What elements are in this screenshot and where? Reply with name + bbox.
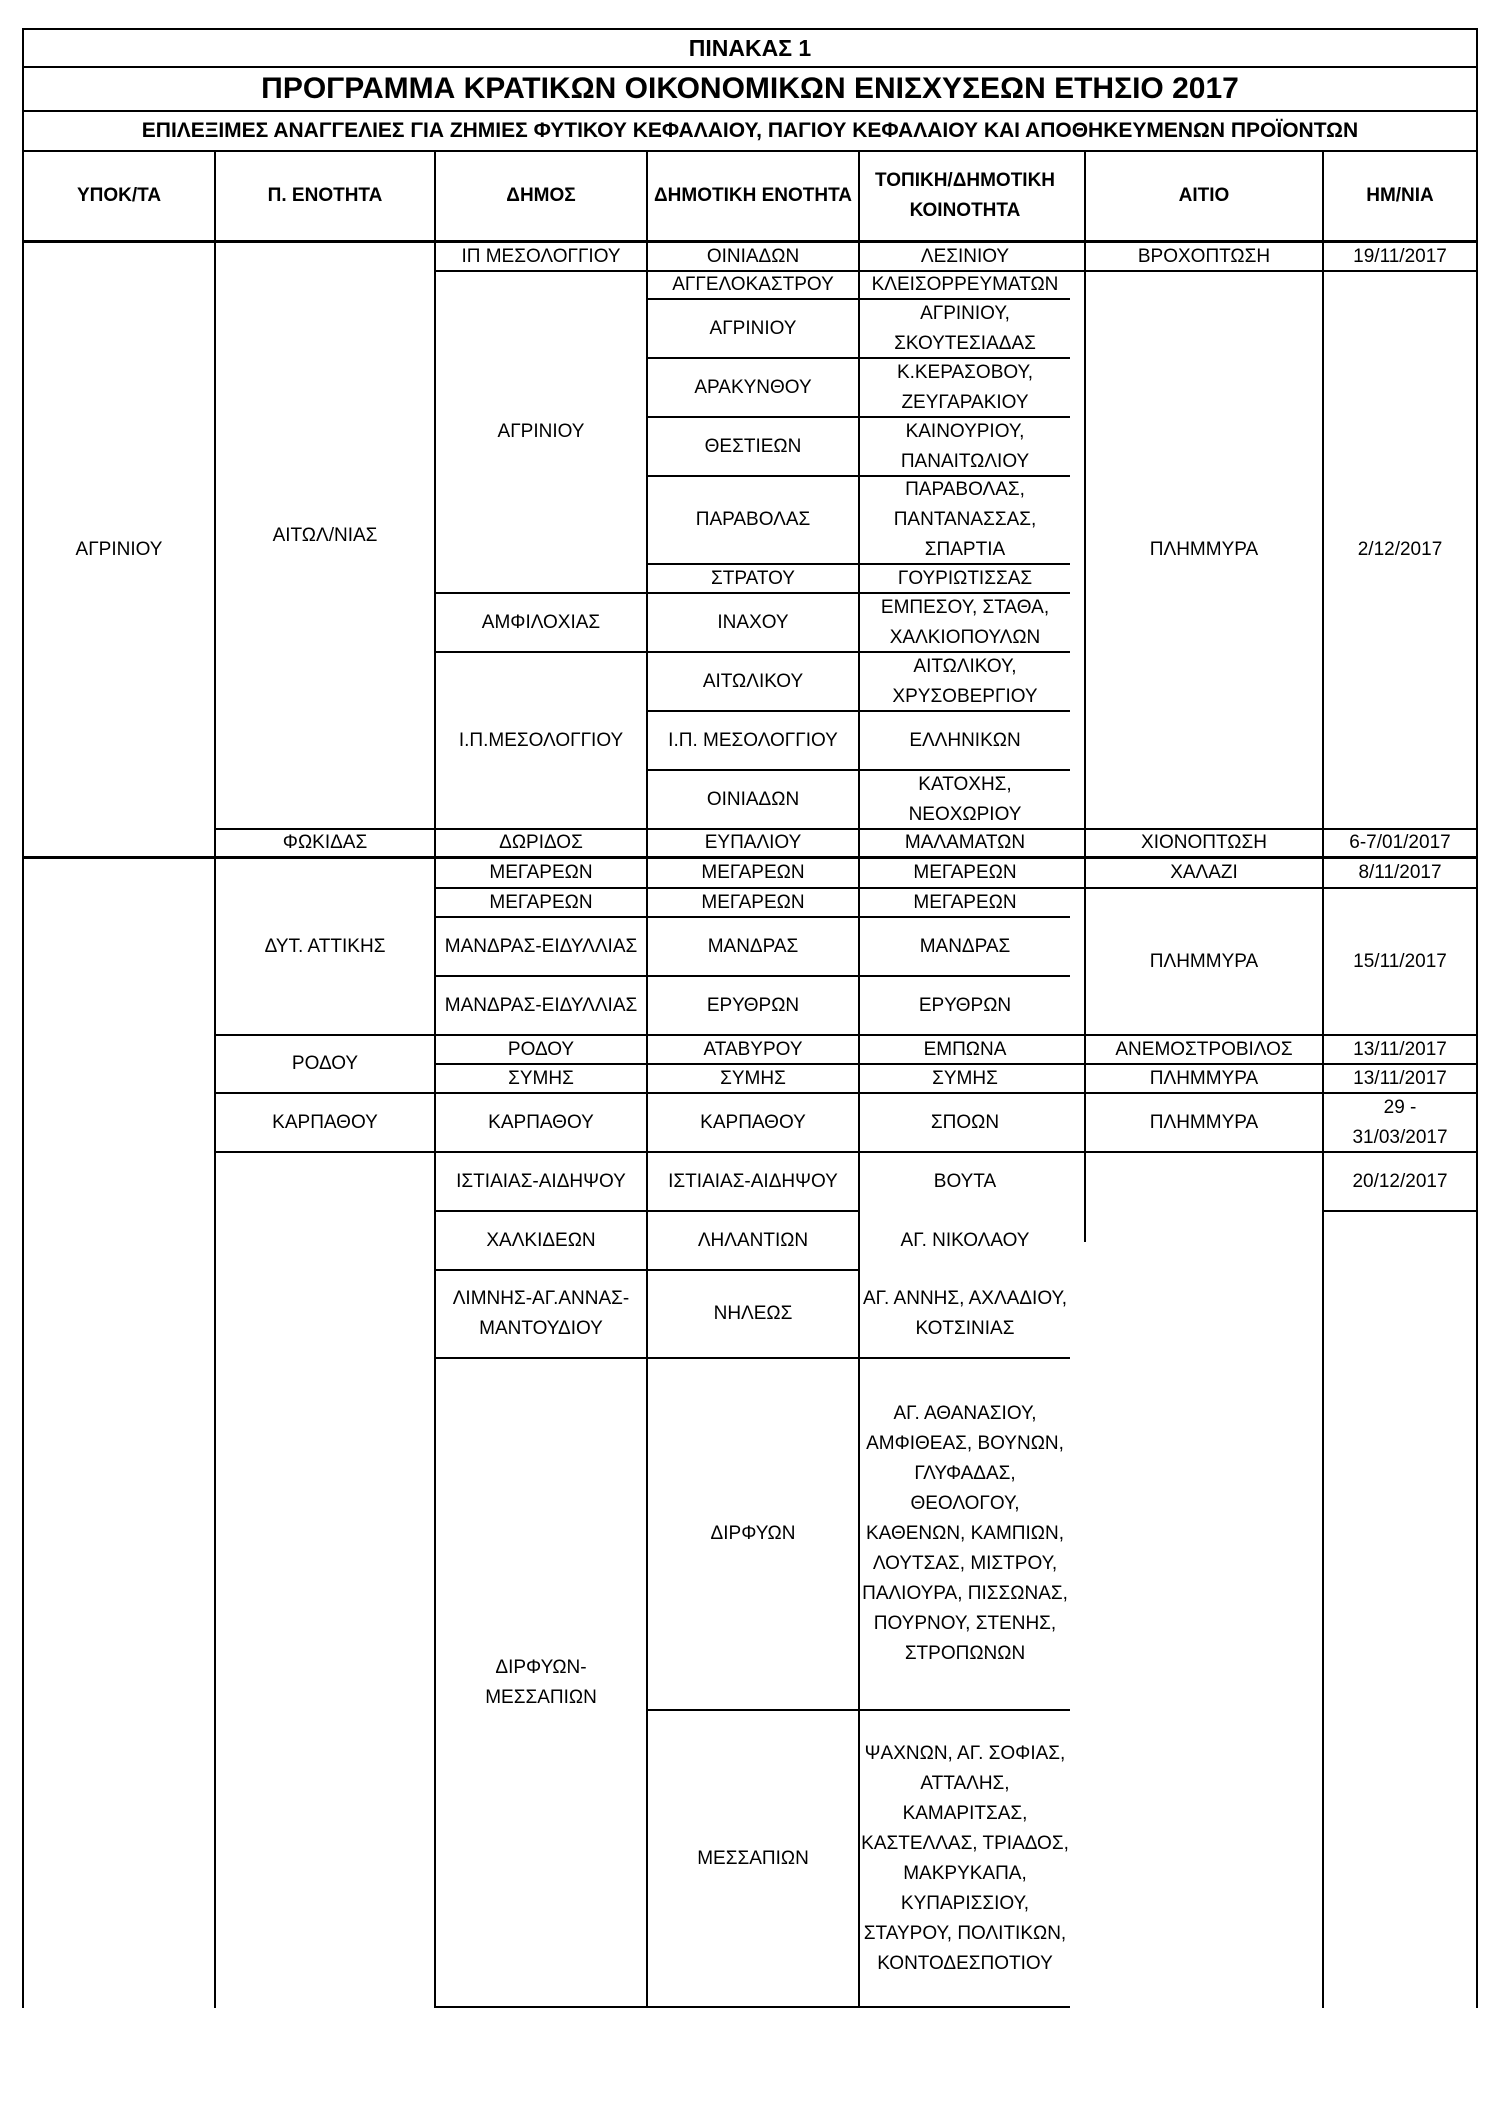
regional-unit-cell: ΑΙΤΩΛ/ΝΙΑΣ <box>272 524 378 546</box>
municipal-unit-cell: ΠΑΡΑΒΟΛΑΣ <box>695 509 811 530</box>
regional-unit-cell: ΚΑΡΠΑΘΟΥ <box>272 1111 378 1133</box>
municipal-unit-cell: ΑΓΓΕΛΟΚΑΣΤΡΟΥ <box>672 274 834 295</box>
municipal-unit-cell: ΑΤΑΒΥΡΟΥ <box>703 1038 803 1060</box>
municipal-unit-cell: ΑΡΑΚΥΝΘΟΥ <box>694 376 812 398</box>
date-cell: 15/11/2017 <box>1353 950 1447 972</box>
municipal-unit-cell: ΙΝΑΧΟΥ <box>717 611 789 633</box>
municipality-cell: ΣΥΜΗΣ <box>508 1067 574 1089</box>
community-cell: ΚΑΙΝΟΥΡΙΟΥ, ΠΑΝΑΙΤΩΛΙΟΥ <box>900 420 1030 472</box>
date-cell: 29 - 31/03/2017 <box>1352 1096 1448 1148</box>
municipal-unit-cell: ΚΑΡΠΑΘΟΥ <box>700 1111 806 1133</box>
date-cell: 13/11/2017 <box>1353 1038 1447 1060</box>
community-cell: ΜΕΓΑΡΕΩΝ <box>913 891 1017 913</box>
municipality-cell: ΧΑΛΚΙΔΕΩΝ <box>486 1229 596 1251</box>
community-cell: ΜΕΓΑΡΕΩΝ <box>913 862 1017 883</box>
municipal-unit-cell: ΛΗΛΑΝΤΙΩΝ <box>697 1229 809 1251</box>
community-cell: ΚΛΕΙΣΟΡΡΕΥΜΑΤΩΝ <box>871 274 1059 295</box>
community-cell: ΕΛΛΗΝΙΚΩΝ <box>909 729 1021 751</box>
municipality-cell: ΙΣΤΙΑΙΑΣ-ΑΙΔΗΨΟΥ <box>456 1170 626 1192</box>
community-cell: ΓΟΥΡΙΩΤΙΣΣΑΣ <box>897 567 1033 589</box>
municipality-cell: ΜΑΝΔΡΑΣ-ΕΙΔΥΛΛΙΑΣ <box>444 994 638 1016</box>
rule <box>434 2006 1070 2008</box>
municipal-unit-cell: ΙΣΤΙΑΙΑΣ-ΑΙΔΗΨΟΥ <box>668 1170 838 1192</box>
municipal-unit-cell: ΜΕΓΑΡΕΩΝ <box>701 891 805 913</box>
col-header-date: ΗΜ/ΝΙΑ <box>1366 185 1434 206</box>
col-header-branch: ΥΠΟΚ/ΤΑ <box>76 185 162 206</box>
date-cell: 20/12/2017 <box>1352 1170 1448 1192</box>
regional-unit-cell: ΡΟΔΟΥ <box>291 1053 359 1074</box>
community-cell: ΒΟΥΤΑ <box>933 1170 997 1192</box>
community-cell: ΨΑΧΝΩΝ, ΑΓ. ΣΟΦΙΑΣ, ΑΤΤΑΛΗΣ, ΚΑΜΑΡΙΤΣΑΣ, ΚΑΣΤΕΛΛΑΣ, ΤΡΙΑΔΟΣ, ΜΑΚΡΥΚΑΠΑ, ΚΥΠΑΡΙΣΣΙΟΥ, ΣΤΑΥΡΟΥ, ΠΟΛΙΤΙΚΩΝ, ΚΟΝΤΟΔΕΣΠΟΤΙΟΥ <box>861 1742 1069 1974</box>
document-title: ΠΡΟΓΡΑΜΜΑ ΚΡΑΤΙΚΩΝ ΟΙΚΟΝΟΜΙΚΩΝ ΕΝΙΣΧΥΣΕΩΝ ΕΤΗΣΙΟ 2017 <box>261 72 1239 105</box>
community-cell: Κ.ΚΕΡΑΣΟΒΟΥ, ΖΕΥΓΑΡΑΚΙΟΥ <box>896 361 1034 413</box>
municipality-cell: ΔΙΡΦΥΩΝ- ΜΕΣΣΑΠΙΩΝ <box>485 1656 597 1708</box>
community-cell: ΕΡΥΘΡΩΝ <box>918 994 1012 1016</box>
table-number: ΠΙΝΑΚΑΣ 1 <box>688 35 812 61</box>
municipal-unit-cell: ΜΑΝΔΡΑΣ <box>707 935 799 957</box>
date-cell: 6-7/01/2017 <box>1349 832 1451 853</box>
cause-cell: ΒΡΟΧΟΠΤΩΣΗ <box>1137 245 1271 267</box>
community-cell: ΜΑΝΔΡΑΣ <box>919 935 1011 957</box>
community-cell: ΠΑΡΑΒΟΛΑΣ, ΠΑΝΤΑΝΑΣΣΑΣ, ΣΠΑΡΤΙΑ <box>893 479 1037 560</box>
municipality-cell: Ι.Π.ΜΕΣΟΛΟΓΓΙΟΥ <box>458 729 624 751</box>
regional-unit-cell: ΔΥΤ. ΑΤΤΙΚΗΣ <box>264 935 386 957</box>
municipality-cell: ΜΕΓΑΡΕΩΝ <box>489 862 593 883</box>
date-cell: 19/11/2017 <box>1353 245 1447 267</box>
municipality-cell: ΜΑΝΔΡΑΣ-ΕΙΔΥΛΛΙΑΣ <box>444 935 638 957</box>
municipal-unit-cell: ΜΕΓΑΡΕΩΝ <box>701 862 805 883</box>
municipality-cell: ΑΜΦΙΛΟΧΙΑΣ <box>481 611 601 633</box>
cause-cell: ΧΑΛΑΖΙ <box>1170 862 1238 883</box>
community-cell: ΑΓ. ΝΙΚΟΛΑΟΥ <box>900 1229 1030 1251</box>
municipality-cell: ΙΠ ΜΕΣΟΛΟΓΓΙΟΥ <box>461 245 621 267</box>
municipal-unit-cell: ΑΙΤΩΛΙΚΟΥ <box>702 670 804 692</box>
municipality-cell: ΚΑΡΠΑΘΟΥ <box>488 1111 594 1133</box>
municipality-cell: ΑΓΡΙΝΙΟΥ <box>497 421 585 442</box>
municipal-unit-cell: ΣΤΡΑΤΟΥ <box>711 567 795 589</box>
document-subtitle: ΕΠΙΛΕΞΙΜΕΣ ΑΝΑΓΓΕΛΙΕΣ ΓΙΑ ΖΗΜΙΕΣ ΦΥΤΙΚΟΥ ΚΕΦΑΛΑΙΟΥ, ΠΑΓΙΟΥ ΚΕΦΑΛΑΙΟΥ ΚΑΙ ΑΠΟΘΗΚΕΥΜΕΝΩΝ ΠΡΟΪΟΝΤΩΝ <box>141 119 1359 142</box>
municipality-cell: ΡΟΔΟΥ <box>507 1038 575 1060</box>
date-cell: 13/11/2017 <box>1353 1067 1447 1089</box>
regional-unit-cell: ΦΩΚΙΔΑΣ <box>282 832 368 853</box>
community-cell: ΕΜΠΕΣΟΥ, ΣΤΑΘΑ, ΧΑΛΚΙΟΠΟΥΛΩΝ <box>880 596 1050 648</box>
table-border <box>1476 28 1478 2008</box>
municipality-cell: ΛΙΜΝΗΣ-ΑΓ.ΑΝΝΑΣ- ΜΑΝΤΟΥΔΙΟΥ <box>452 1288 630 1339</box>
cause-cell: ΠΛΗΜΜΥΡΑ <box>1149 950 1259 972</box>
community-cell: ΑΓ. ΑΝΝΗΣ, ΑΧΛΑΔΙΟΥ, ΚΟΤΣΙΝΙΑΣ <box>862 1288 1068 1339</box>
date-cell: 8/11/2017 <box>1358 862 1442 883</box>
community-cell: ΛΕΣΙΝΙΟΥ <box>920 245 1010 267</box>
community-cell: ΜΑΛΑΜΑΤΩΝ <box>904 832 1026 853</box>
branch-cell: ΑΓΡΙΝΙΟΥ <box>75 538 163 560</box>
municipal-unit-cell: Ι.Π. ΜΕΣΟΛΟΓΓΙΟΥ <box>668 729 838 751</box>
community-cell: ΣΥΜΗΣ <box>932 1067 998 1089</box>
municipal-unit-cell: ΔΙΡΦΥΩΝ <box>710 1523 796 1544</box>
municipal-unit-cell: ΟΙΝΙΑΔΩΝ <box>706 788 800 810</box>
municipal-unit-cell: ΕΥΠΑΛΙΟΥ <box>704 832 802 853</box>
municipal-unit-cell: ΜΕΣΣΑΠΙΩΝ <box>697 1847 809 1869</box>
col-header-community: ΤΟΠΙΚΗ/ΔΗΜΟΤΙΚΗ ΚΟΙΝΟΤΗΤΑ <box>874 170 1056 221</box>
municipality-cell: ΜΕΓΑΡΕΩΝ <box>489 891 593 913</box>
municipal-unit-cell: ΣΥΜΗΣ <box>720 1067 786 1089</box>
community-cell: ΑΓ. ΑΘΑΝΑΣΙΟΥ, ΑΜΦΙΘΕΑΣ, ΒΟΥΝΩΝ, ΓΛΥΦΑΔΑΣ, ΘΕΟΛΟΓΟΥ, ΚΑΘΕΝΩΝ, ΚΑΜΠΙΩΝ, ΛΟΥΤΣΑΣ, ΜΙΣΤΡΟΥ, ΠΑΛΙΟΥΡΑ, ΠΙΣΣΩΝΑΣ, ΠΟΥΡΝΟΥ, ΣΤΕΝΗΣ, ΣΤΡΟΠΩΝΩΝ <box>862 1403 1068 1664</box>
col-header-municipality: ΔΗΜΟΣ <box>506 185 576 206</box>
date-cell: 2/12/2017 <box>1357 539 1443 560</box>
municipal-unit-cell: ΑΓΡΙΝΙΟΥ <box>709 317 797 339</box>
municipal-unit-cell: ΘΕΣΤΙΕΩΝ <box>704 435 802 457</box>
col-header-municipal-unit: ΔΗΜΟΤΙΚΗ ΕΝΟΤΗΤΑ <box>653 185 852 206</box>
municipal-unit-cell: ΝΗΛΕΩΣ <box>713 1303 793 1324</box>
community-cell: ΕΜΠΩΝΑ <box>923 1038 1007 1060</box>
cause-cell: ΧΙΟΝΟΠΤΩΣΗ <box>1141 832 1267 853</box>
cause-cell: ΠΛΗΜΜΥΡΑ <box>1149 1111 1259 1133</box>
municipal-unit-cell: ΟΙΝΙΑΔΩΝ <box>706 245 800 267</box>
community-cell: ΑΙΤΩΛΙΚΟΥ, ΧΡΥΣΟΒΕΡΓΙΟΥ <box>892 655 1038 707</box>
cause-cell: ΠΛΗΜΜΥΡΑ <box>1149 1067 1259 1089</box>
rule <box>1322 1210 1478 1212</box>
municipal-unit-cell: ΕΡΥΘΡΩΝ <box>706 994 800 1016</box>
col-header-cause: ΑΙΤΙΟ <box>1178 185 1230 206</box>
community-cell: ΣΠΟΩΝ <box>930 1111 1000 1133</box>
col-header-regional-unit: Π. ΕΝΟΤΗΤΑ <box>267 185 383 206</box>
municipality-cell: ΔΩΡΙΔΟΣ <box>499 832 583 853</box>
cause-cell: ΠΛΗΜΜΥΡΑ <box>1149 539 1259 560</box>
document-page <box>22 28 1478 2008</box>
cause-cell: ΑΝΕΜΟΣΤΡΟΒΙΛΟΣ <box>1115 1038 1293 1060</box>
community-cell: ΑΓΡΙΝΙΟΥ, ΣΚΟΥΤΕΣΙΑΔΑΣ <box>894 302 1036 354</box>
community-cell: ΚΑΤΟΧΗΣ, ΝΕΟΧΩΡΙΟΥ <box>908 773 1022 825</box>
